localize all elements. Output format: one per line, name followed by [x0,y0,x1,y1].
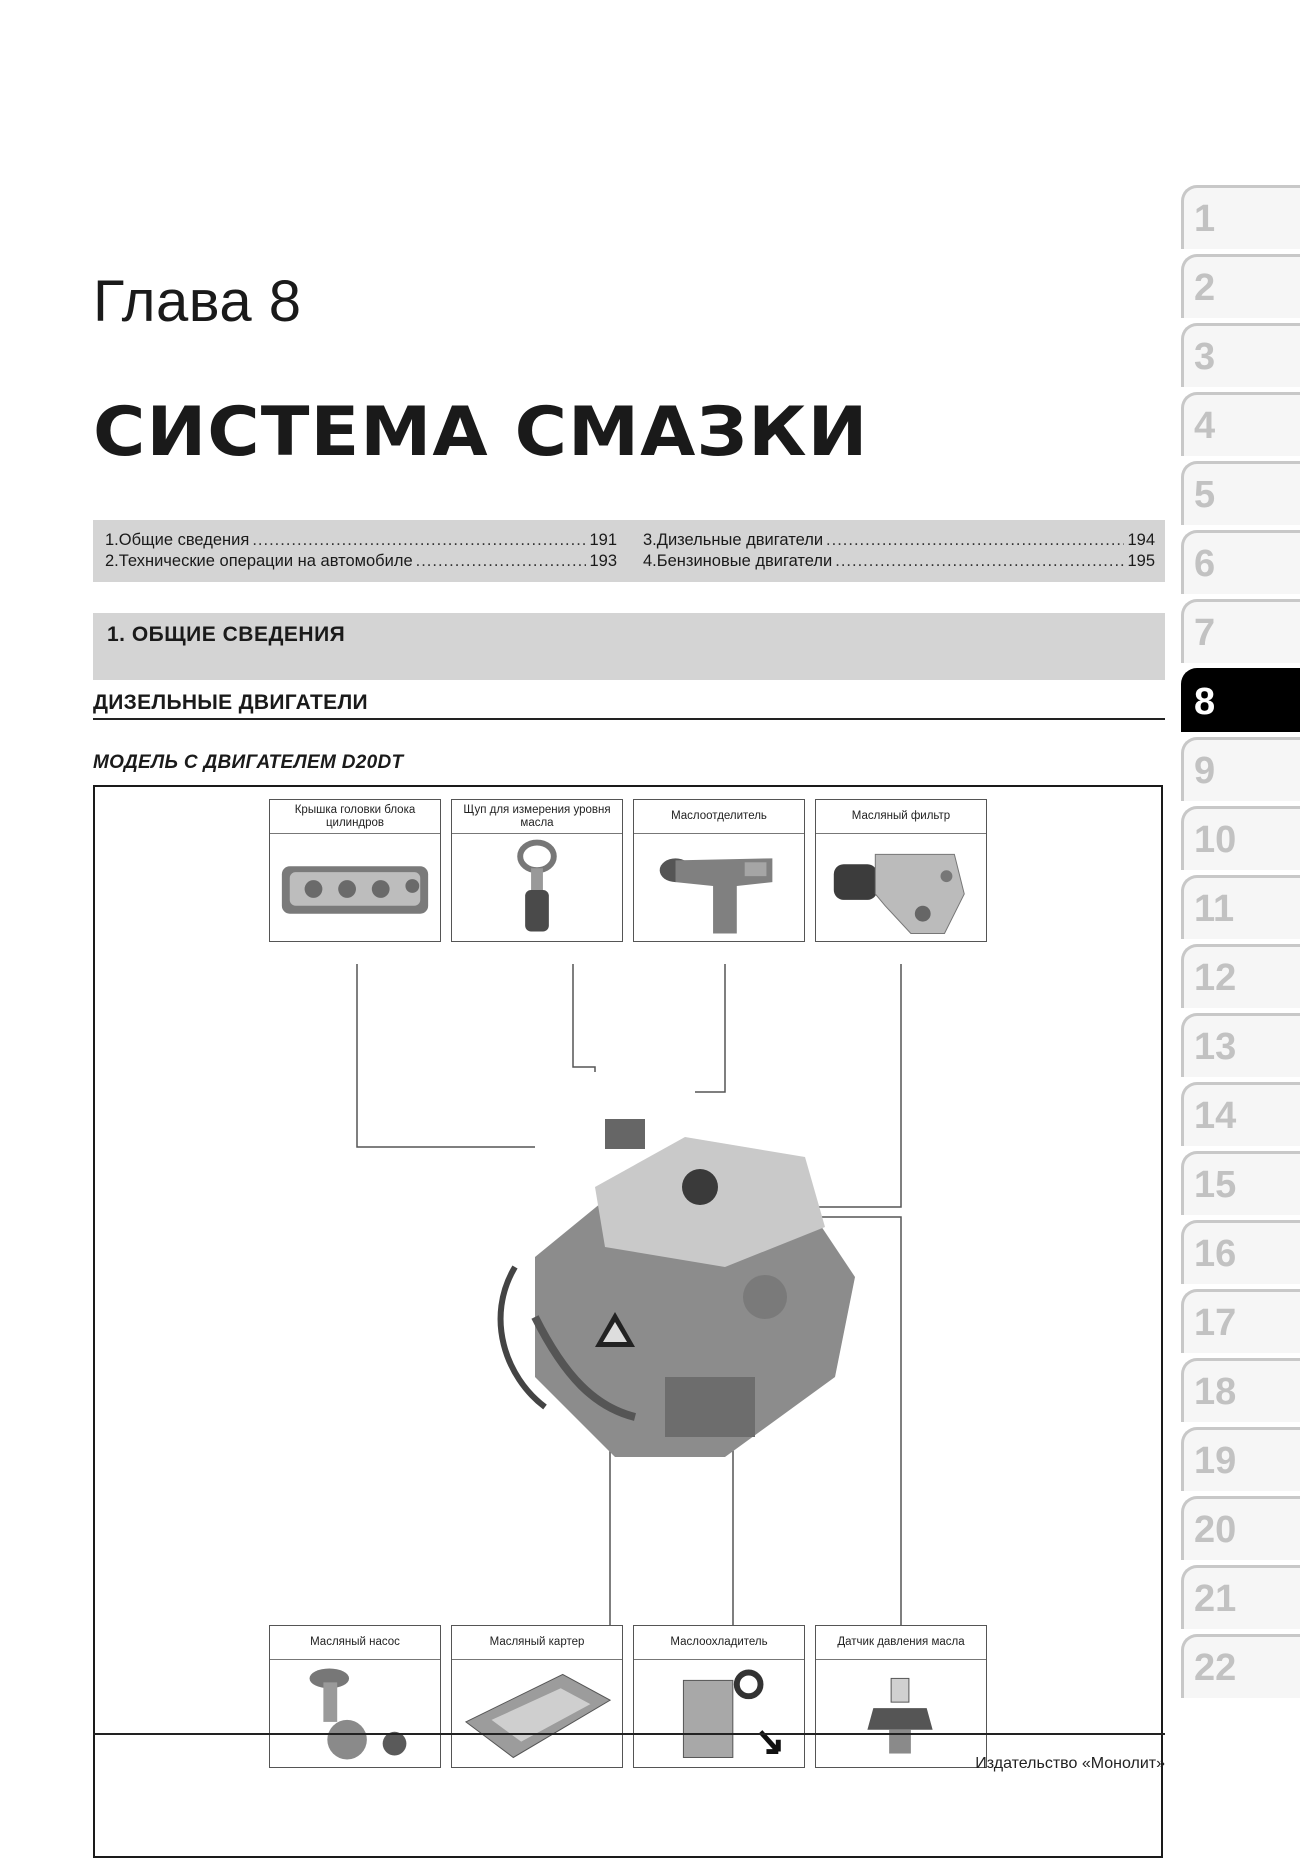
toc-leader [252,530,586,551]
oil-pressure-sensor-icon [816,1660,986,1767]
toc-leader [835,551,1124,572]
toc-entry-page: 194 [1127,531,1155,549]
toc-entry-number: 1. [105,531,119,549]
part-caption: Масляный фильтр [816,800,986,834]
toc-entry[interactable] [105,551,617,572]
chapter-tab[interactable]: 10 [1181,806,1300,870]
cylinder-head-cover-icon [270,834,440,941]
part-caption: Крышка головки блока цилиндров [270,800,440,834]
lubrication-diagram [93,785,1163,1858]
chapter-tab[interactable]: 9 [1181,737,1300,801]
oil-separator-icon [634,834,804,941]
chapter-tab[interactable]: 1 [1181,185,1300,249]
part-card[interactable] [633,1625,805,1768]
toc-entry-title: Дизельные двигатели [656,531,824,549]
part-card[interactable] [269,799,441,942]
chapter-tab[interactable]: 15 [1181,1151,1300,1215]
part-card[interactable] [633,799,805,942]
chapter-tab[interactable]: 13 [1181,1013,1300,1077]
chapter-tab[interactable]: 6 [1181,530,1300,594]
chapter-tab[interactable]: 4 [1181,392,1300,456]
part-caption: Масляный картер [452,1626,622,1660]
toc-entry-title: Технические операции на автомобиле [118,552,413,570]
part-caption: Датчик давления масла [816,1626,986,1660]
part-caption: Маслоотделитель [634,800,804,834]
chapter-tab[interactable]: 16 [1181,1220,1300,1284]
toc-entry[interactable] [643,551,1155,572]
toc-entry-number: 4. [643,552,657,570]
oil-dipstick-icon [452,834,622,941]
chapter-tab[interactable]: 2 [1181,254,1300,318]
part-card[interactable] [451,1625,623,1768]
part-caption: Маслоохладитель [634,1626,804,1660]
section-title: 1. ОБЩИЕ СВЕДЕНИЯ [107,623,346,646]
oil-pan-icon [452,1660,622,1767]
chapter-tab[interactable]: 20 [1181,1496,1300,1560]
toc-entry-page: 195 [1127,552,1155,570]
chapter-tab[interactable]: 21 [1181,1565,1300,1629]
publisher-name: Издательство «Монолит» [975,1755,1165,1772]
part-card[interactable] [815,1625,987,1768]
part-caption: Масляный насос [270,1626,440,1660]
part-card[interactable] [815,799,987,942]
chapter-tab[interactable]: 18 [1181,1358,1300,1422]
chapter-title: СИСТЕМА СМАЗКИ [93,393,869,472]
model-label: МОДЕЛЬ С ДВИГАТЕЛЕМ D20DT [93,752,404,773]
chapter-tab[interactable]: 22 [1181,1634,1300,1698]
footer-divider [93,1733,1165,1735]
oil-pump-icon [270,1660,440,1767]
toc-entry[interactable] [105,530,617,551]
chapter-tab[interactable]: 19 [1181,1427,1300,1491]
toc-leader [416,551,587,572]
chapter-tab[interactable]: 14 [1181,1082,1300,1146]
toc-entry-title: Бензиновые двигатели [656,552,833,570]
toc-column-right [643,530,1155,572]
toc-column-left [105,530,617,572]
toc-entry-page: 193 [589,552,617,570]
part-card[interactable] [269,1625,441,1768]
toc-entry-title: Общие сведения [118,531,250,549]
chapter-tab-active[interactable]: 8 [1181,668,1300,732]
toc-entry-number: 3. [643,531,657,549]
subsection-title: ДИЗЕЛЬНЫЕ ДВИГАТЕЛИ [93,691,368,714]
toc-leader [826,530,1124,551]
oil-filter-icon [816,834,986,941]
section-header [93,613,1165,680]
oil-cooler-icon [634,1660,804,1767]
toc-entry[interactable] [643,530,1155,551]
chapter-tab[interactable]: 3 [1181,323,1300,387]
chapter-tab[interactable]: 11 [1181,875,1300,939]
chapter-tab[interactable]: 12 [1181,944,1300,1008]
engine-illustration [475,1077,895,1497]
chapter-label: Глава 8 [93,269,302,334]
chapter-tab[interactable]: 5 [1181,461,1300,525]
subsection-divider [93,718,1165,720]
chapter-tab[interactable]: 17 [1181,1289,1300,1353]
chapter-tab[interactable]: 7 [1181,599,1300,663]
toc-entry-number: 2. [105,552,119,570]
toc-entry-page: 191 [589,531,617,549]
part-card[interactable] [451,799,623,942]
table-of-contents [93,520,1165,582]
part-caption: Щуп для измерения уровня масла [452,800,622,834]
